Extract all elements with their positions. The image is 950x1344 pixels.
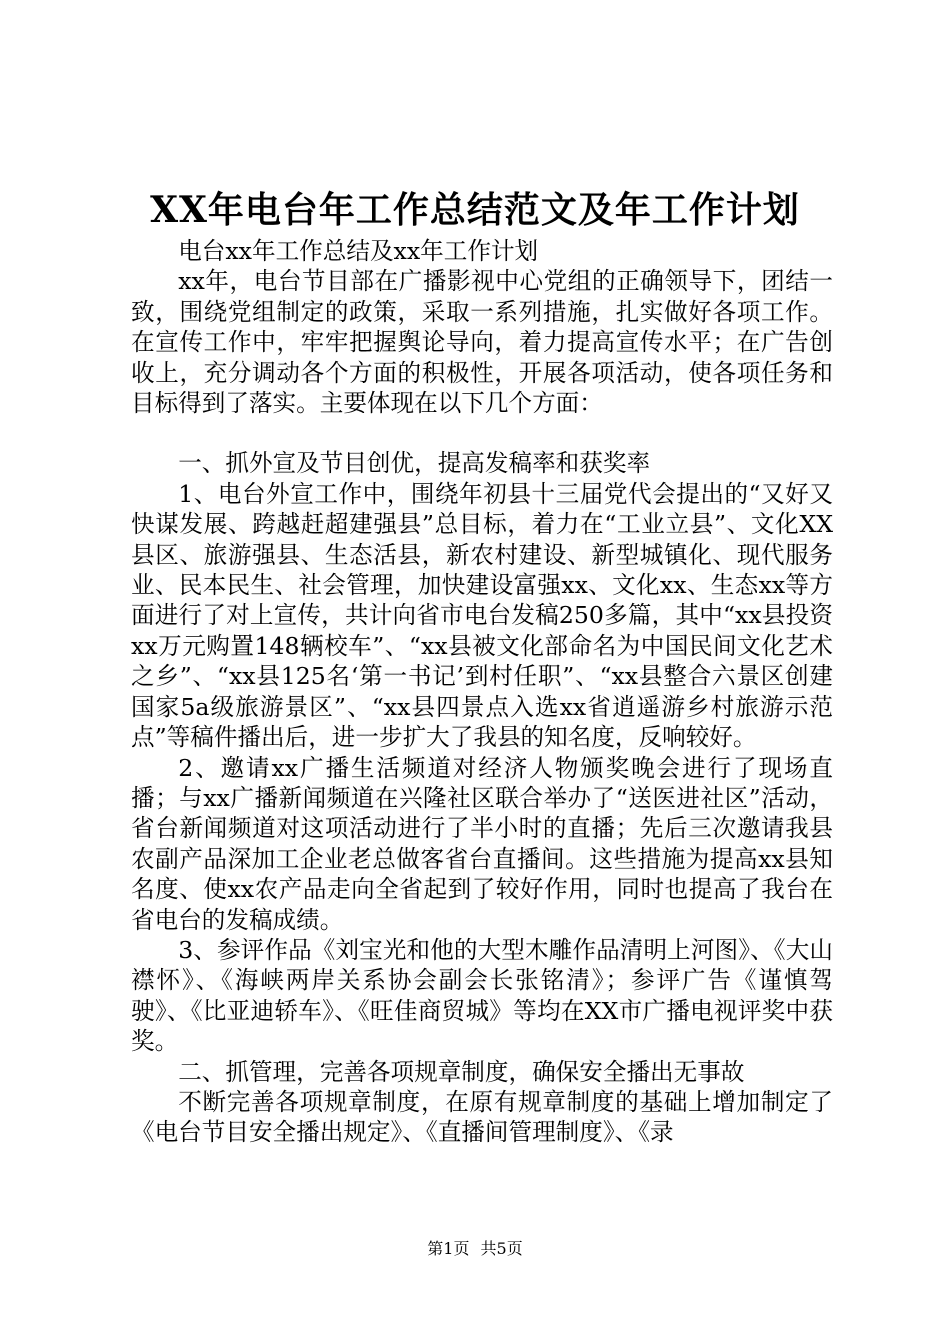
page-footer [0,1238,950,1260]
body-paragraph-1: 1、电台外宣工作中，围绕年初县十三届党代会提出的“又好又快谋发展、跨越赶超建强县”总目标，着力在“工业立县”、文化XX县区、旅游强县、生态活县，新农村建设、新型城镇化、现代服务业、民本民生、社会管理，加快建设富强xx、文化xx、生态xx等方面进行了对上宣传，共计向省市电台发稿250多篇，其中“xx县投资xx万元购置148辆校车”、“xx县被文化部命名为中国民间文化艺术之乡”、“xx县125名‘第一书记’到村任职”、“xx县整合六景区创建国家5a级旅游景区”、“xx县四景点入选xx省逍遥游乡村旅游示范点”等稿件播出后，进一步扩大了我县的知名度，反响较好。 [131,479,833,752]
intro-paragraph: xx年，电台节目部在广播影视中心党组的正确领导下，团结一致，围绕党组制定的政策，采取一系列措施，扎实做好各项工作。在宣传工作中，牢牢把握舆论导向，着力提高宣传水平；在广告创收上，充分调动各个方面的积极性，开展各项活动，使各项任务和目标得到了落实。主要体现在以下几个方面： [131,267,833,418]
body-paragraph-2: 2、邀请xx广播生活频道对经济人物颁奖晚会进行了现场直播；与xx广播新闻频道在兴隆社区联合举办了“送医进社区”活动，省台新闻频道对这项活动进行了半小时的直播；先后三次邀请我县农副产品深加工企业老总做客省台直播间。这些措施为提高xx县知名度、使xx农产品走向全省起到了较好作用，同时也提高了我台在省电台的发稿成绩。 [131,753,833,934]
section-heading-2: 二、抓管理，完善各项规章制度，确保安全播出无事故 [178,1057,745,1086]
page-number: 第1页 [427,1239,470,1258]
body-paragraph-4: 不断完善各项规章制度，在原有规章制度的基础上增加制定了《电台节目安全播出规定》、《直播间管理制度》、《录 [131,1087,833,1147]
section-heading-1: 一、抓外宣及节目创优，提高发稿率和获奖率 [178,449,651,478]
body-paragraph-3: 3、参评作品《刘宝光和他的大型木雕作品清明上河图》、《大山襟怀》、《海峡两岸关系协会副会长张铭清》；参评广告《谨慎驾驶》、《比亚迪轿车》、《旺佳商贸城》等均在XX市广播电视评奖中获奖。 [131,935,833,1056]
paragraph-gap [131,418,833,448]
page-total: 共5页 [480,1239,523,1258]
document-title: XX年电台年工作总结范文及年工作计划 [150,189,800,231]
document-body [131,236,833,1148]
subtitle-paragraph: 电台xx年工作总结及xx年工作计划 [178,237,539,265]
